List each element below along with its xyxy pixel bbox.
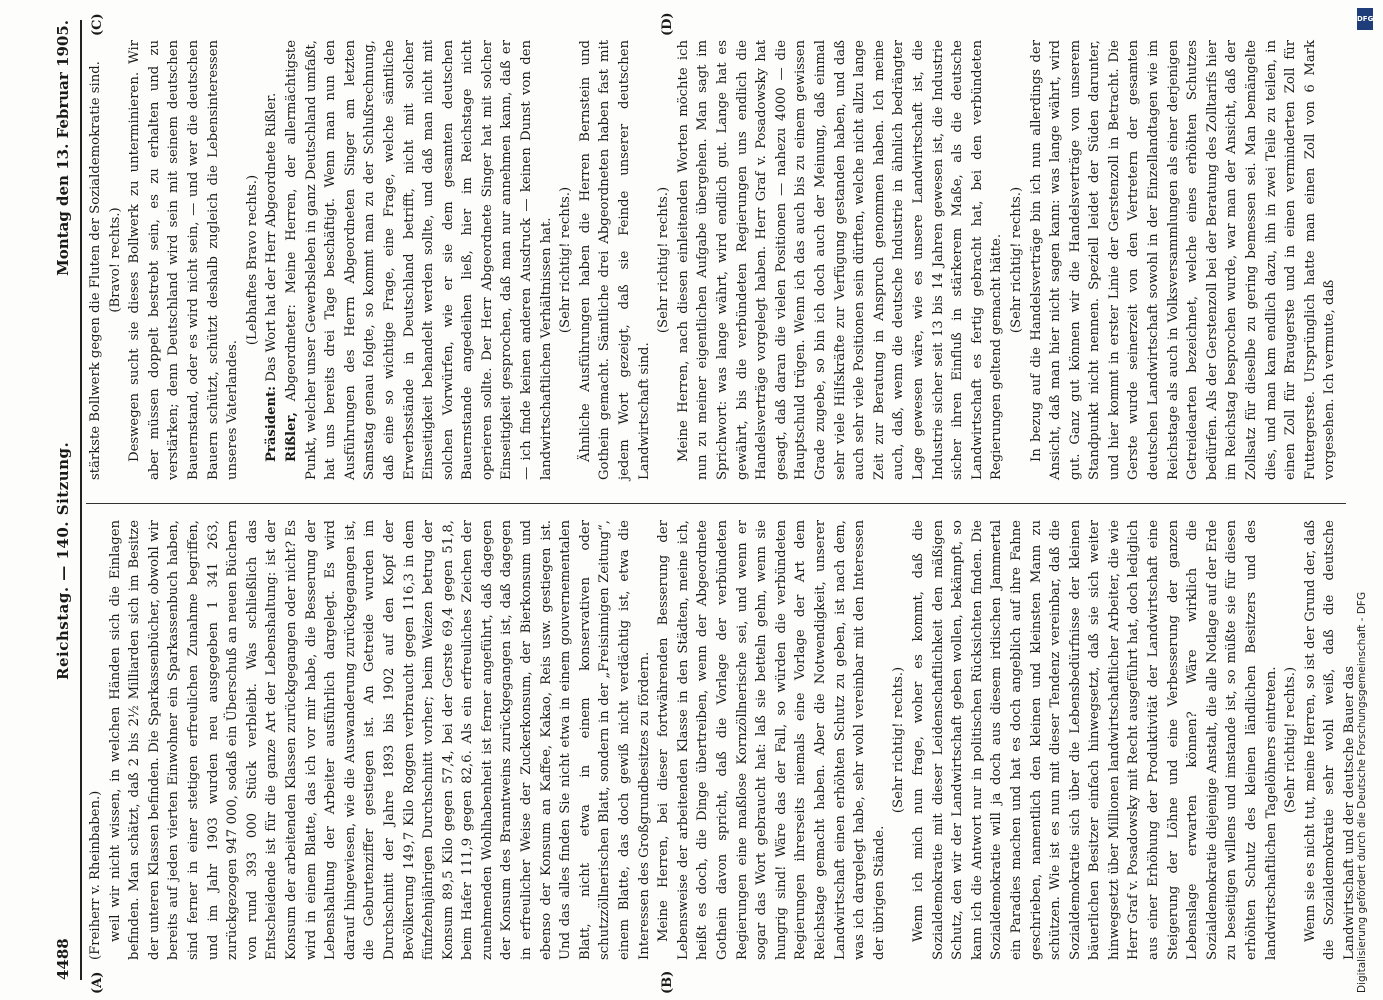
interjection: (Sehr richtig! rechts.) <box>1283 666 1299 814</box>
margin-marker-b: (B) <box>660 970 675 994</box>
speaker-name: Rißler, <box>283 412 299 462</box>
paragraph: Meine Herren, bei dieser fortwährenden Besserung der Lebensweise der arbeitenden Klasse in den Städten, meine ich, heißt es doch, die Dinge übertreiben, wenn der Abgeordnete Gothein davon spricht, daß die Vorlage der verbündeten Regierungen eine maßlose Kornzöllnerische sei, und wenn er sogar das Wort gebraucht hat: laß sie betteln gehn, wenn sie hungrig sind! Wäre das der Fall, so würden die verbündeten Regierungen ihrerseits niemals eine Vorlage der Art dem Reichstage gemacht haben. Aber die Notwendigkeit, unserer Landwirtschaft einen erhöhten Schutz zu geben, ist nach dem, was ich dargelegt habe, sehr wohl vereinbar mit den Interessen der übrigen Stände. <box>656 520 887 960</box>
paragraph: Meine Herren, nach diesen einleitenden Worten möchte ich nun zu meiner eigentlichen Aufgabe übergehen. Man sagt im Sprichwort: was lange währt, wird endlich gut. Lange hat es gewährt, bis die verbündeten Regierungen uns endlich die Handelsverträge vorgelegt haben. Herr Graf v. Posadowsky hat gesagt, daß daran die vielen Positionen — nahezu 4000 — die Hauptschuld trügen. Wenn ich das auch bis zu einem gewissen Grade zugebe, so bin ich doch auch der Meinung, daß einmal sehr viele Hilfskräfte zur Verfügung gestanden haben, und daß auch sehr viele Positionen sein dürften, welche nicht allzu lange Zeit zur Beratung in Anspruch genommen haben. Ich meine auch, daß, wenn die deutsche Industrie in ähnlich bedrängter Lage gewesen wäre, wie es unsere Landwirtschaft ist, die Industrie sicher seit 13 bis 14 Jahren gewesen ist, die Industrie sicher ihren Einfluß in stärkerem Maße, als die deutsche Landwirtschaft es fertig gebracht hat, bei den verbündeten Regierungen geltend gemacht hätte. <box>675 40 1005 480</box>
margin-marker-a: (A) <box>90 971 105 994</box>
dfg-logo: DFG <box>1357 8 1373 30</box>
interjection: (Bravo! rechts.) <box>107 207 123 313</box>
paragraph: Ähnliche Ausführungen haben die Herren Bernstein und Gothein gemacht. Sämtliche drei Abgeordneten haben fast mit jedem Wort gezeigt, daß sie Feinde unserer deutschen Landwirtschaft sind. <box>577 40 652 480</box>
paragraph: stärkste Bollwerk gegen die Fluten der Sozialdemokratie sind. <box>88 61 103 480</box>
page-header <box>28 20 82 980</box>
text-column-left <box>86 520 1357 960</box>
session-title: Reichstag. — 140. Sitzung. <box>54 441 72 680</box>
paragraph: Wenn sie es nicht tut, meine Herren, so ist der Grund der, daß die Sozialdemokratie sehr wohl weiß, daß die deutsche Landwirtschaft und der deutsche Bauer das <box>1302 520 1357 960</box>
speaker-name: Präsident: <box>264 385 280 462</box>
interjection: (Sehr richtig! rechts.) <box>558 186 574 334</box>
margin-marker-d: (D) <box>660 12 675 36</box>
paragraph: In bezug auf die Handelsverträge bin ich nun allerdings der Ansicht, daß man hier nicht sagen kann: was lange währt, wird gut. Ganz gut können wir die Handelsverträge von unserem Standpunkt nicht nennen. Speziell leidet der Süden darunter, und hier kommt in erster Linie der Gerstenzoll in Betracht. Die Gerste wurde seinerzeit von den Vertretern der gesamten deutschen Landwirtschaft sowohl in der Einzellandtagen wie im Reichstage als auch in Volksversammlungen als einer derjenigen Getreidearten bezeichnet, welche eines erhöhten Schutzes bedürfen. Als der Gerstenzoll bei der Beratung des Zolltarifs hier im Reichstag besprochen wurde, war man der Ansicht, daß der Zollsatz für dieselbe zu gering bemessen sei. Man bemängelte dies, und man kam endlich dazu, ihn in zwei Teile zu teilen, in einen Zoll für Braugerste und in einen verminderten Zoll für Futtergerste. Ursprünglich hatte man einen Zoll von 6 Mark vorgesehen. Ich vermute, daß <box>1028 40 1338 480</box>
paragraph: Deswegen sucht sie dieses Bollwerk zu unterminieren. Wir aber müssen doppelt bestrebt sein, es zu erhalten und zu verstärken; denn Deutschland wird sein mit seinem deutschen Bauernstand, oder es wird nicht sein, — und wer die deutschen Bauern schützt, schützt deshalb zugleich die Lebensinteressen unseres Vaterlandes. <box>127 40 241 480</box>
digitization-note: Digitalisierung gefördert durch die Deutsche Forschungsgemeinschaft - DFG <box>1356 591 1368 993</box>
footer <box>1348 8 1376 993</box>
paragraph: weil wir nicht wissen, in welchen Händen sich die Einlagen befinden. Man schätzt, daß 2 bis 2½ Milliarden sich im Besitze der unteren Klassen befinden. Die Sparkassenbücher, obwohl wir bereits auf jeden vierten Einwohner ein Sparkassenbuch haben, sind ferner in einer stetigen erfreulichen Zunahme begriffen, und im Jahr 1903 wurden neu ausgegeben 1 341 263, zurückgezogen 947 000, sodaß ein Überschuß an neuen Büchern von rund 393 000 Stück verbleibt. Was schließlich das Entscheidende ist für die ganze Art der Lebenshaltung: ist der Konsum der arbeitenden Klassen zurückgegangen oder nicht? Es wird in einem Blatte, das ich vor mir habe, die Besserung der Lebenshaltung der Arbeiter ausführlich dargelegt. Es wird darauf hingewiesen, wie die Auswanderung zurückgegangen ist, die Geburtenziffer gestiegen ist. An Getreide wurden im Durchschnitt der Jahre 1893 bis 1902 auf den Kopf der Bevölkerung 149,7 Kilo Roggen verbraucht gegen 116,3 in dem fünfzehnjährigen Durchschnitt vorher; beim Weizen betrug der Konsum 89,5 Kilo gegen 57,4, bei der Gerste 69,4 gegen 51,8, beim Hafer 111,9 gegen 82,6. Als ein erfreuliches Zeichen der zunehmenden Wohlhabenheit ist ferner angeführt, daß dagegen der Konsum des Branntweins zurückgegangen ist, daß dagegen in erfreulicher Weise der Zuckerkonsum, der Bierkonsum und ebenso der Konsum an Kaffee, Kakao, Reis usw. gestiegen ist. Und das alles finden Sie nicht etwa in einem gouvernementalen Blatt, nicht etwa in einem konservativen oder schutzzöllnerischen Blatt, sondern in der „Freisinnigen Zeitung“, einem Blatte, das doch gewiß nicht verdächtig ist, etwa die Interessen des Großgrundbesitzes zu fördern. <box>107 520 652 960</box>
session-date: Montag den 13. Februar 1905. <box>54 20 72 276</box>
interjection: (Lebhaftes Bravo rechts.) <box>244 174 260 346</box>
paragraph: (Freiherr v. Rheinbaben.) <box>88 790 103 960</box>
interjection: (Sehr richtig! rechts.) <box>1008 186 1024 334</box>
column-divider <box>86 503 1346 504</box>
paragraph: Rißler, Abgeordneter: Meine Herren, der allermächtigste Punkt, welcher unser Gewerbsleben in ganz Deutschland umfaßt, hat uns bereits drei Tage beschäftigt. Wenn man nun den Ausführungen des Herrn Abgeordneten Singer am letzten Samstag genau folgte, so kommt man zu der Schlußrechnung, daß eine so wichtige Frage, eine Frage, welche sämtliche Erwerbsstände in Deutschland betrifft, nicht mit solcher Einseitigkeit behandelt werden sollte, und daß man nicht mit solchen Vorwürfen, wie er sie dem gesamten deutschen Bauernstande angedeihen ließ, hier im Reichstage nicht operieren sollte. Der Herr Abgeordnete Singer hat mit solcher Einseitigkeit gesprochen, daß man nur annehmen kann, daß er — ich finde keinen anderen Ausdruck — keinen Dunst von den landwirtschaftlichen Verhältnissen hat. <box>283 40 554 480</box>
rotated-page <box>20 0 1360 1000</box>
margin-marker-c: (C) <box>90 13 105 36</box>
page-number: 4488 <box>54 938 72 980</box>
text-column-right <box>86 40 1346 480</box>
interjection: (Sehr richtig! rechts.) <box>891 666 907 814</box>
interjection: (Sehr richtig! rechts.) <box>656 186 672 334</box>
paragraph: Präsident: Das Wort hat der Herr Abgeordnete Rißler. <box>264 92 280 462</box>
paragraph: Wenn ich mich nun frage, woher es kommt, daß die Sozialdemokratie mit dieser Leidenschaftlichkeit den mäßigen Schutz, den wir der Landwirtschaft geben wollen, bekämpft, so kann ich die Antwort nur in politischen Rücksichten finden. Die Sozialdemokratie will ja doch aus diesem irdischen Jammertal ein Paradies machen und hat es doch angeblich auf ihre Fahne geschrieben, namentlich den kleinen und kleinsten Mann zu schützen. Wie ist es nun mit dieser Tendenz vereinbar, daß die Sozialdemokratie sich über die Lebensbedürfnisse der kleinen bäuerlichen Besitzer einfach hinwegsetzt, daß sie sich weiter hinwegsetzt über Millionen landwirtschaftlicher Arbeiter, die wie Herr Graf v. Posadowsky mit Recht ausgeführt hat, doch lediglich aus einer Erhöhung der Produktivität der Landwirtschaft eine Steigerung der Löhne und eine Verbesserung der ganzen Lebenslage erwarten können? Wäre wirklich die Sozialdemokratie diejenige Anstalt, die alle Notlage auf der Erde zu beseitigen willens und imstande ist, so müßte sie für diesen erhöhten Schutz des kleinen ländlichen Besitzers und des landwirtschaftlichen Tagelöhners eintreten. <box>910 520 1279 960</box>
